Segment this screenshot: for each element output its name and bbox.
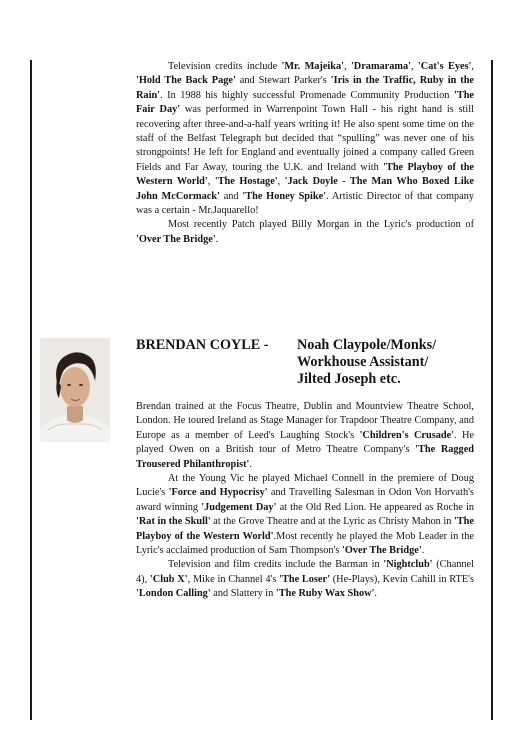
- production-title: 'Rat in the Skull': [136, 516, 211, 528]
- role-line: Workhouse Assistant/: [297, 354, 429, 370]
- production-title: 'Jack Doyle - The Man Who Boxed Like John McCormack': [136, 176, 475, 202]
- production-title: 'Dramarama': [350, 61, 411, 72]
- production-title: 'Judgement Day': [201, 501, 277, 513]
- production-title: 'The Playboy of the Western World': [136, 516, 474, 542]
- production-title: 'The Playboy of the Western World': [136, 161, 474, 188]
- previous-bio-continuation: [136, 60, 474, 247]
- role-line: Noah Claypole/Monks/: [297, 337, 437, 353]
- production-title: 'Over The Bridge': [342, 545, 422, 557]
- production-title: 'London Calling': [136, 588, 211, 600]
- cast-member-name: BRENDAN COYLE -: [136, 337, 269, 353]
- production-title: 'Force and Hypocrisy': [168, 487, 268, 499]
- role-line: Jilted Joseph etc.: [297, 371, 401, 387]
- production-title: 'The Ragged Trousered Philanthropist': [136, 444, 474, 470]
- production-title: 'The Ruby Wax Show': [275, 588, 375, 600]
- bio-paragraph: At the Young Vic he played Michael Connell in the premiere of Doug Lucie's 'Force and Hypocrisy' and Travelling Salesman in Odon Von Horvath's award winning 'Judgement Day' at the Old Red Lion. He appeared as Roche in 'Rat in the Skull' at the Grove Theatre and at the Lyric as Christy Mahon in 'The Playboy of the Western World'.Most recently he played the Mob Leader in the Lyric's acclaimed production of Sam Thompson's 'Over The Bridge'.: [136, 473, 474, 557]
- production-title: 'Over The Bridge': [136, 233, 216, 245]
- production-title: 'Hold The Back Page': [136, 75, 236, 87]
- brendan-coyle-bio: [136, 400, 474, 602]
- cast-member-roles: [297, 337, 436, 388]
- production-title: 'The Fair Day': [136, 89, 474, 116]
- bio-paragraph: Television and film credits include the Barman in 'Nightclub' (Channel 4), 'Club X', Mike in Channel 4's 'The Loser' (He-Plays), Kevin Cahill in RTE's 'London Calling' and Slattery in 'The Ruby Wax Show'.: [136, 559, 475, 600]
- left-column-rule: [30, 60, 32, 720]
- bio-paragraph: Brendan trained at the Focus Theatre, Dublin and Mountview Theatre School, London. He toured Ireland as Stage Manager for Trapdoor Theatre Company, and Europe as a member of Leed's Laughing Stock's 'Children's Crusade'. He played Owen on a British tour of Metro Theatre Company's 'The Ragged Trousered Philanthropist'.: [136, 401, 475, 470]
- production-title: 'Club X': [149, 573, 188, 585]
- right-column-rule: [491, 60, 493, 720]
- production-title: 'Children's Crusade': [359, 429, 455, 441]
- production-title: 'Iris in the Traffic, Ruby in the Rain': [136, 75, 474, 101]
- bio-paragraph: Television credits include 'Mr. Majeika', 'Dramarama', 'Cat's Eyes', 'Hold The Back Page' and Stewart Parker's 'Iris in the Traffic, Ruby in the Rain'. In 1988 his highly successful Promenade Community Production 'The Fair Day' was performed in Warrenpoint Town Hall - his right hand is still recovering after three-and-a-half years writing it! He also spent some time on the staff of the Belfast Telegraph but decided that “spulling” was never one of his strongpoints! He left for England and eventually joined a company called Green Fields and Far Away, touring the U.K. and Ireland with 'The Playboy of the Western World', 'The Hostage', 'Jack Doyle - The Man Who Boxed Like John McCormack' and 'The Honey Spike'. Artistic Director of that company was a certain - Mr.Jaquarello!: [136, 61, 475, 217]
- production-title: 'The Honey Spike': [242, 190, 327, 202]
- production-title: 'The Hostage': [214, 176, 278, 188]
- production-title: 'Cat's Eyes': [417, 61, 472, 72]
- bio-paragraph: Most recently Patch played Billy Morgan in the Lyric's production of 'Over The Bridge'.: [136, 219, 474, 245]
- headshot-illustration: [40, 338, 110, 442]
- actor-headshot-photo: [40, 338, 110, 442]
- production-title: 'Mr. Majeika': [281, 61, 345, 72]
- production-title: 'The Loser': [279, 573, 330, 585]
- production-title: 'Nightclub': [383, 559, 433, 571]
